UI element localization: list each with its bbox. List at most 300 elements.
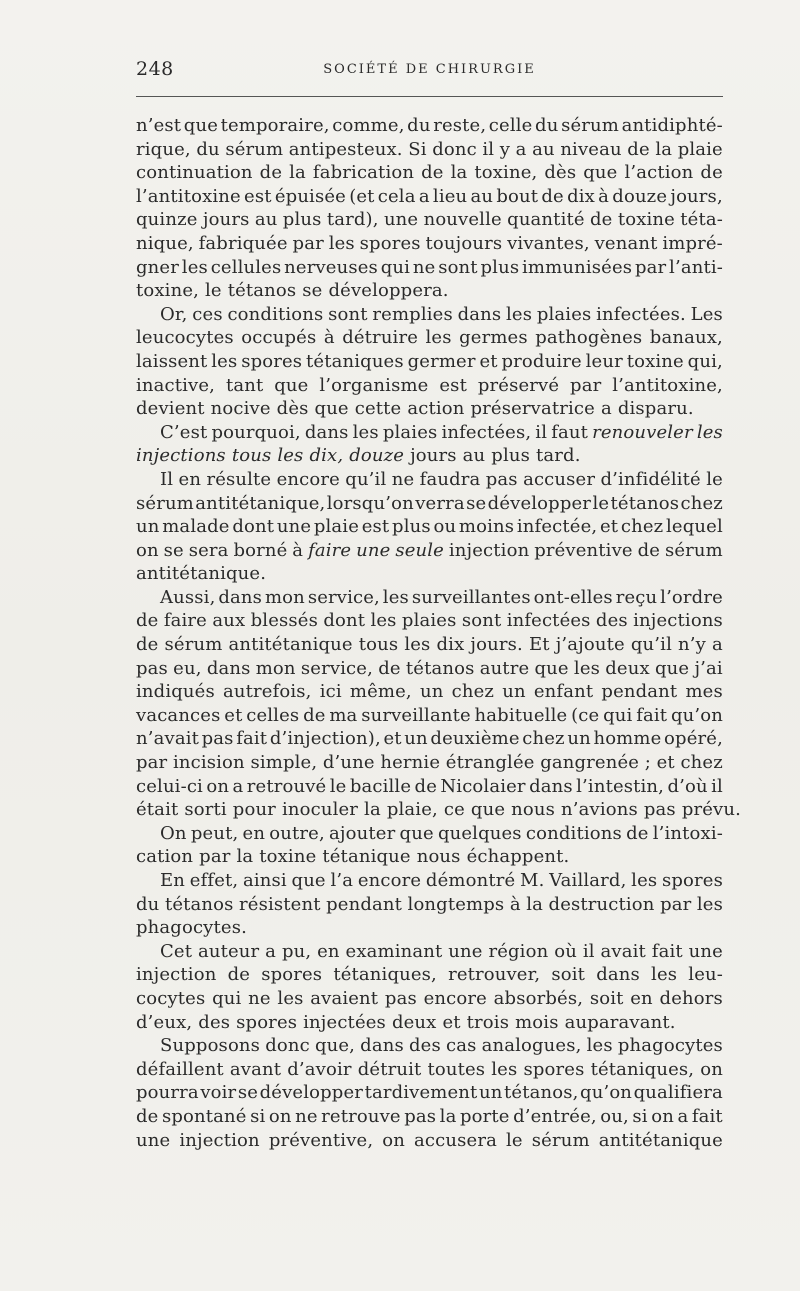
word: une — [688, 940, 723, 962]
word: spores — [236, 1011, 298, 1033]
word: Les — [690, 303, 723, 325]
word: la — [526, 893, 544, 915]
word: dans — [218, 586, 263, 608]
word: injection — [448, 539, 530, 561]
word: le — [329, 775, 347, 797]
word: en — [317, 940, 340, 962]
word: il — [711, 775, 723, 797]
word: faire — [308, 539, 352, 561]
text-line — [136, 444, 723, 468]
word: tétanique — [322, 846, 411, 868]
word: par — [136, 752, 168, 774]
word: jours — [410, 445, 457, 467]
word: une — [356, 539, 391, 561]
word: détruit — [357, 1058, 422, 1080]
word: dans — [206, 657, 251, 679]
word: une — [276, 516, 312, 538]
word: de — [700, 162, 723, 184]
word: est — [439, 374, 467, 396]
word: pas — [136, 657, 168, 679]
text-line — [136, 987, 723, 1011]
word: d’injection), — [269, 728, 381, 750]
word: résulte — [206, 468, 272, 490]
word: n’avions — [561, 799, 638, 821]
word: avait — [600, 940, 646, 962]
word: la — [439, 1105, 457, 1127]
word: dans — [457, 303, 502, 325]
word: a — [712, 634, 723, 656]
word: l’a — [330, 870, 354, 891]
word: produire — [501, 350, 582, 372]
word: jours. — [470, 634, 523, 656]
word: renouveler — [592, 421, 693, 443]
word: sont — [328, 303, 368, 325]
word: échappent. — [466, 846, 570, 868]
word: la — [655, 138, 673, 160]
word: Si — [408, 138, 427, 160]
word: fait — [636, 704, 668, 726]
word: toxine — [259, 846, 317, 868]
word: plaies — [401, 610, 457, 632]
word: et — [656, 752, 675, 774]
word: que — [470, 799, 506, 821]
word: celui-ci — [136, 775, 203, 797]
text-line — [136, 704, 723, 728]
text-line — [136, 114, 723, 138]
word: Or, — [160, 303, 188, 325]
word: se — [237, 1082, 259, 1104]
word: vivantes, — [507, 232, 590, 254]
word: continuation — [136, 162, 253, 184]
word: les — [382, 586, 409, 608]
word: quinze — [136, 209, 198, 231]
word: les — [651, 964, 678, 986]
word: de — [541, 185, 564, 207]
word: d’infidélité — [600, 468, 701, 490]
word: au — [462, 445, 486, 467]
word: a — [515, 138, 527, 160]
word: région — [488, 940, 549, 962]
word: des — [198, 1011, 231, 1033]
word: de — [421, 162, 444, 184]
word: les — [370, 610, 397, 632]
text-line — [136, 303, 723, 327]
word: infectée, — [516, 516, 598, 538]
word: leu- — [688, 964, 723, 986]
word: la — [450, 162, 468, 184]
word: germes — [459, 327, 528, 349]
word: qui, — [687, 350, 723, 372]
word: antitétanique — [598, 1129, 723, 1151]
word: dix, — [309, 445, 344, 467]
word: ma — [329, 704, 358, 726]
word: l’antitoxine — [136, 185, 241, 207]
word: si — [632, 1105, 648, 1127]
text-line — [136, 798, 741, 822]
word: d’où — [667, 775, 708, 797]
word: ce — [443, 799, 465, 821]
word: on — [268, 1105, 292, 1127]
word: retrouve — [321, 1105, 401, 1127]
word: toutes — [427, 1058, 486, 1080]
word: plus — [491, 445, 531, 467]
word: retrouvé — [246, 775, 327, 797]
word: téta- — [680, 209, 723, 231]
word: peut, — [190, 822, 239, 844]
word: antitétanique. — [136, 563, 267, 585]
word: j’ai — [694, 657, 723, 679]
word: détruire — [342, 327, 419, 349]
word: résistent — [239, 893, 321, 915]
word: eu, — [173, 657, 202, 679]
word: (ce — [571, 704, 600, 726]
word: tétanos — [164, 893, 234, 915]
word: par — [634, 256, 667, 278]
word: absorbés, — [493, 987, 584, 1009]
word: douze — [349, 445, 405, 467]
word: sérum — [664, 539, 723, 561]
word: sérum — [561, 115, 619, 136]
word: prévu. — [681, 799, 741, 821]
word: qui — [603, 704, 633, 726]
text-line — [136, 633, 723, 657]
word: nous — [416, 846, 461, 868]
word: leur — [585, 350, 623, 372]
word: habituelle — [474, 704, 568, 726]
word: n’y — [678, 634, 706, 656]
word: disparu. — [617, 398, 694, 420]
word: autrefois, — [223, 681, 312, 703]
word: homme — [593, 728, 662, 750]
word: chez — [680, 492, 723, 514]
word: toxine, — [474, 162, 538, 184]
text-line — [136, 869, 723, 893]
word: dont — [232, 516, 275, 538]
word: pathogènes — [535, 327, 643, 349]
word: la — [236, 846, 254, 868]
word: trois — [466, 1011, 510, 1033]
text-line — [136, 350, 723, 374]
word: on — [700, 1058, 723, 1080]
word: a — [600, 398, 612, 420]
word: reste, — [433, 115, 487, 136]
word: les — [277, 987, 304, 1009]
word: tard), — [326, 209, 379, 231]
word: toxine — [617, 209, 675, 231]
word: porte — [459, 1105, 510, 1127]
word: où — [554, 940, 577, 962]
word: spores — [261, 964, 323, 986]
text-line — [136, 421, 723, 445]
word: injection — [136, 964, 217, 986]
word: impré- — [662, 232, 723, 254]
word: faut — [551, 421, 589, 443]
word: par — [199, 846, 231, 868]
word: de — [136, 634, 159, 656]
word: pas — [404, 1105, 437, 1127]
word: sorti — [184, 799, 227, 821]
word: sérum — [225, 138, 284, 160]
word: a — [418, 185, 430, 207]
word: un — [478, 1082, 503, 1104]
word: deux — [391, 1011, 437, 1033]
word: comme, — [332, 115, 405, 136]
word: tardivement — [364, 1082, 478, 1104]
word: fabrication — [312, 162, 415, 184]
word: ces — [192, 303, 223, 325]
word: outre, — [269, 822, 325, 844]
word: Et — [528, 634, 550, 656]
word: que — [183, 115, 218, 136]
word: cellules — [210, 256, 282, 278]
word: enfant — [533, 681, 594, 703]
word: sera — [188, 539, 229, 561]
word: les — [328, 232, 355, 254]
word: l’intestin, — [576, 775, 665, 797]
word: mois — [515, 1011, 559, 1033]
word: a — [232, 775, 244, 797]
word: les — [696, 893, 723, 915]
word: cocytes — [136, 987, 206, 1009]
word: dans — [529, 775, 573, 797]
word: les — [352, 421, 379, 443]
word: les — [211, 350, 238, 372]
word: service, — [307, 586, 380, 608]
word: opéré, — [664, 728, 723, 750]
word: les — [491, 1058, 518, 1080]
word: les — [404, 634, 431, 656]
word: plaie — [677, 138, 723, 160]
word: y — [499, 138, 511, 160]
word: spores — [661, 870, 723, 891]
word: l’action — [624, 162, 694, 184]
word: ici — [319, 681, 342, 703]
text-line — [136, 586, 723, 610]
word: nous — [511, 799, 556, 821]
word: développer — [259, 1082, 364, 1104]
word: inactive, — [136, 374, 216, 396]
word: donc — [265, 1035, 310, 1057]
text-line — [136, 1129, 723, 1153]
word: celle — [488, 115, 533, 136]
word: en — [178, 468, 202, 490]
word: conditions — [525, 822, 622, 844]
word: spores — [523, 1058, 585, 1080]
word: il — [582, 940, 595, 962]
word: par — [660, 893, 692, 915]
word: injectées — [303, 1011, 386, 1033]
word: épuisée — [274, 185, 346, 207]
word: effet, — [189, 870, 239, 891]
text-line — [136, 940, 723, 964]
word: faudra — [419, 468, 481, 490]
word: ou — [433, 516, 457, 538]
word: que — [583, 162, 618, 184]
word: a — [677, 1105, 689, 1127]
word: l’anti- — [669, 256, 723, 278]
word: plaie, — [386, 799, 438, 821]
word: par — [570, 374, 602, 396]
word: mon — [255, 657, 296, 679]
word: en — [630, 987, 653, 1009]
text-line — [136, 916, 723, 940]
word: de — [378, 657, 401, 679]
running-head: SOCIÉTÉ DE CHIRURGIE — [323, 62, 536, 77]
word: de — [227, 964, 251, 986]
word: verra — [415, 492, 465, 514]
word: hernie — [380, 752, 441, 774]
word: examinant — [345, 940, 443, 962]
word: encore — [276, 468, 340, 490]
word: malade — [162, 516, 230, 538]
word: préservé — [477, 374, 560, 396]
word: il — [535, 421, 548, 443]
word: tous — [231, 445, 272, 467]
word: tétanos — [610, 492, 680, 514]
word: tard. — [536, 445, 581, 467]
word: nerveuses — [284, 256, 378, 278]
word: les — [573, 657, 601, 679]
word: dès — [276, 398, 309, 420]
word: antitétanique, — [195, 492, 326, 514]
word: infectées — [506, 610, 591, 632]
text-line — [136, 963, 723, 987]
word: développer — [487, 492, 592, 514]
text-line — [136, 208, 723, 232]
word: fabriquée — [198, 232, 288, 254]
word: de — [303, 704, 326, 726]
word: l’intoxi- — [652, 822, 723, 844]
word: plaies — [536, 303, 592, 325]
word: les — [696, 421, 723, 443]
word: simple, — [250, 752, 318, 774]
page-header — [136, 52, 723, 88]
word: reçu — [615, 586, 658, 608]
word: était — [136, 799, 179, 821]
word: de — [136, 1105, 159, 1127]
word: Aussi, — [160, 586, 216, 608]
word: les — [586, 1035, 613, 1057]
word: tétanos — [227, 280, 297, 302]
word: et — [383, 728, 402, 750]
word: on — [651, 1105, 674, 1127]
word: pas — [384, 987, 417, 1009]
word: lorsqu’on — [326, 492, 414, 514]
word: n’avait — [136, 728, 199, 750]
word: surveillantes — [411, 586, 531, 608]
text-line — [136, 657, 723, 681]
word: autre — [479, 657, 530, 679]
word: et — [599, 516, 619, 538]
word: sérum — [531, 1129, 590, 1151]
word: M. — [519, 870, 545, 891]
word: cette — [354, 398, 402, 420]
word: quantité — [507, 209, 585, 231]
word: un — [502, 681, 526, 703]
word: remplies — [372, 303, 453, 325]
word: de — [259, 162, 283, 184]
word: dès — [544, 162, 577, 184]
word: ne — [295, 1105, 318, 1127]
word: un — [419, 681, 444, 703]
word: plus — [282, 209, 322, 231]
word: ; — [644, 752, 651, 774]
word: analogues, — [481, 1035, 582, 1057]
text-line — [136, 232, 723, 256]
word: celles — [246, 704, 300, 726]
word: au — [470, 185, 494, 207]
word: conditions — [227, 303, 324, 325]
word: dix — [567, 185, 595, 207]
word: étranglée — [445, 752, 535, 774]
word: laissent — [136, 350, 208, 372]
word: bacille — [349, 775, 412, 797]
word: qu’il — [345, 468, 387, 490]
text-line — [136, 138, 723, 162]
word: nocive — [210, 398, 271, 420]
word: du — [407, 115, 431, 136]
word: chez — [451, 681, 495, 703]
word: On — [160, 822, 187, 844]
word: cas — [445, 1035, 477, 1057]
text-line — [136, 680, 723, 704]
word: qu’on — [580, 1082, 633, 1104]
word: nouvelle — [423, 209, 502, 231]
word: du — [136, 893, 160, 915]
word: plaies — [382, 421, 438, 443]
word: inoculer — [281, 799, 359, 821]
word: pour — [232, 799, 276, 821]
word: des — [595, 610, 628, 632]
word: tétanos, — [504, 1082, 579, 1104]
word: antipesteux. — [288, 138, 403, 160]
word: bout — [496, 185, 539, 207]
word: de — [136, 610, 159, 632]
word: du — [535, 115, 559, 136]
word: Vaillard, — [549, 870, 627, 891]
word: incision — [172, 752, 245, 774]
word: donc — [432, 138, 477, 160]
word: spores — [359, 232, 421, 254]
word: par — [292, 232, 324, 254]
word: infectées. — [596, 303, 686, 325]
word: ajouter — [329, 822, 396, 844]
word: antidiphté- — [621, 115, 723, 136]
word: accuser — [523, 468, 596, 490]
word: pendant — [326, 893, 403, 915]
word: sont — [461, 610, 502, 632]
word: germer — [407, 350, 476, 372]
word: se — [163, 539, 184, 561]
word: deux — [605, 657, 650, 679]
word: avant — [229, 1058, 282, 1080]
word: banaux, — [649, 327, 723, 349]
word: ainsi — [242, 870, 287, 891]
word: service, — [300, 657, 373, 679]
word: qui — [380, 256, 411, 278]
word: fait — [691, 1105, 723, 1127]
word: pas — [643, 799, 676, 821]
word: se — [466, 492, 487, 514]
word: jours — [202, 209, 250, 231]
word: aux — [212, 610, 246, 632]
word: à — [292, 539, 304, 561]
word: si — [250, 1105, 266, 1127]
word: la — [364, 799, 381, 821]
word: chez — [680, 752, 723, 774]
word: Cet — [160, 940, 193, 962]
text-line — [136, 468, 723, 492]
